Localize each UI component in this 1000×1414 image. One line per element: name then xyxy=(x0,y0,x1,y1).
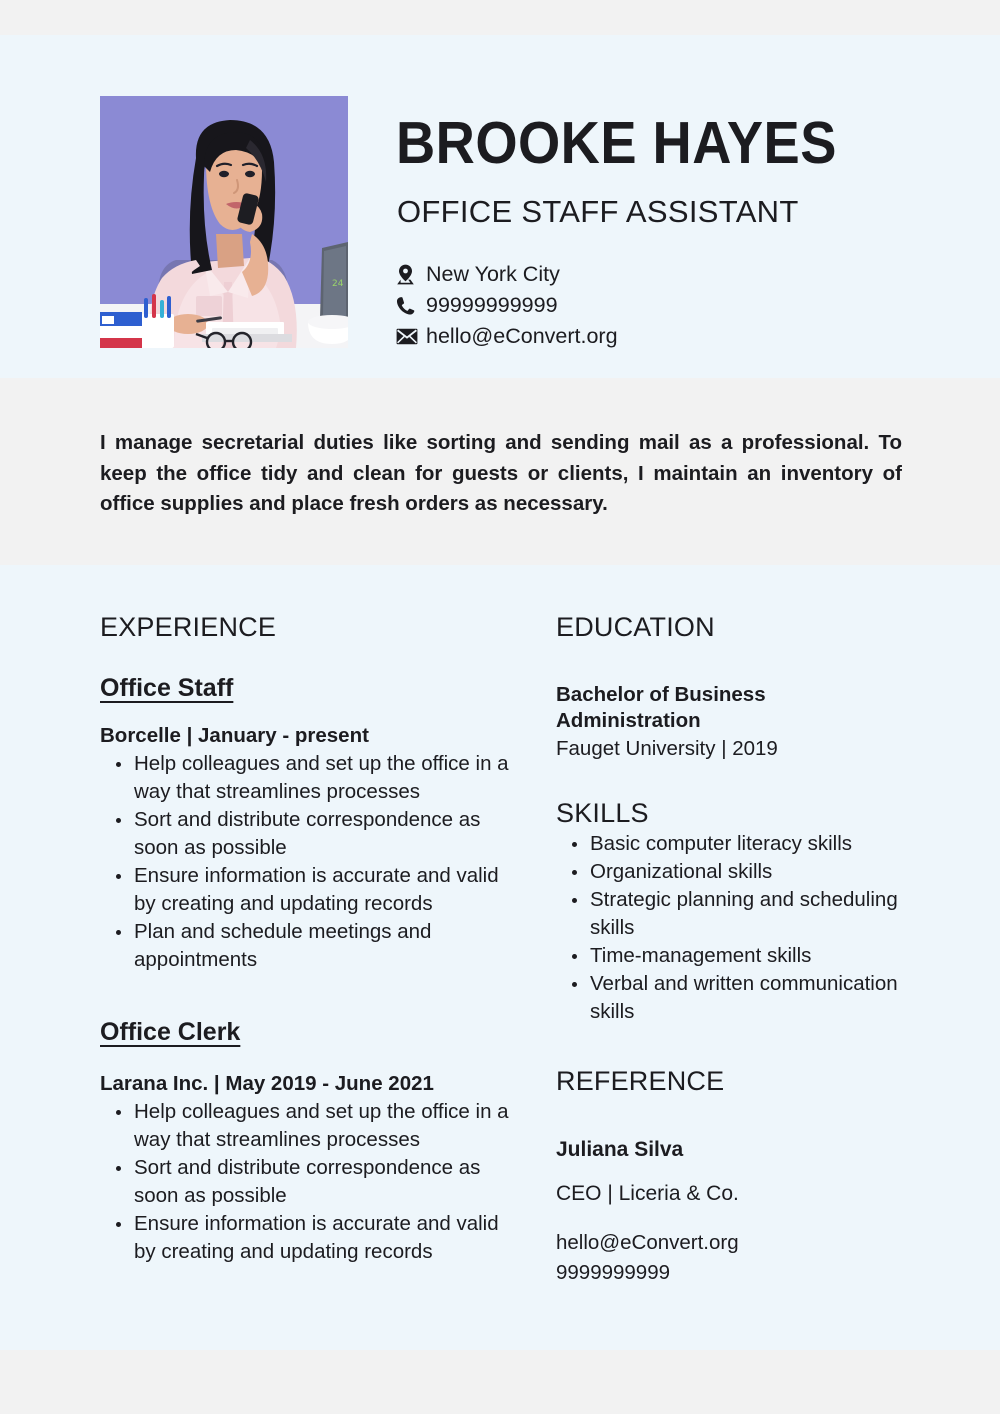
professional-summary: I manage secretarial duties like sorting and sending mail as a professional. To keep the office tidy and clean for guests or clients, I maintain an inventory of office supplies and place fresh orders as necessary. xyxy=(100,431,902,515)
reference-role: CEO | Liceria & Co. xyxy=(556,1182,739,1205)
footer-band xyxy=(0,1350,1000,1414)
job-meta: Borcelle | January - present xyxy=(100,724,369,747)
job-title: Office Clerk xyxy=(100,1018,241,1046)
reference-phone: 9999999999 xyxy=(556,1261,671,1284)
section-heading-skills: SKILLS xyxy=(556,798,649,828)
contact-location xyxy=(396,259,876,290)
svg-text:24: 24 xyxy=(332,279,344,289)
contact-location-text: New York City xyxy=(426,262,560,286)
job-bullet-list xyxy=(100,1098,510,1266)
list-item: Ensure information is accurate and valid by creating and updating records xyxy=(100,1210,510,1266)
section-heading-reference: REFERENCE xyxy=(556,1066,725,1096)
list-item: Plan and schedule meetings and appointments xyxy=(100,918,510,974)
list-item: Strategic planning and scheduling skills xyxy=(556,886,906,942)
contact-email-text: hello@eConvert.org xyxy=(426,324,618,348)
location-pin-icon xyxy=(396,264,426,285)
experience-job-1 xyxy=(100,672,510,974)
reference-email: hello@eConvert.org xyxy=(556,1231,739,1254)
list-item: Verbal and written communication skills xyxy=(556,970,906,1026)
job-role-subtitle: OFFICE STAFF ASSISTANT xyxy=(397,194,799,229)
envelope-icon xyxy=(396,328,426,345)
reference-name: Juliana Silva xyxy=(556,1138,684,1161)
section-heading-experience: EXPERIENCE xyxy=(100,612,277,642)
experience-job-2 xyxy=(100,1016,510,1266)
job-title: Office Staff xyxy=(100,674,234,702)
contact-list xyxy=(396,259,876,352)
job-meta: Larana Inc. | May 2019 - June 2021 xyxy=(100,1072,434,1095)
experience-column xyxy=(100,610,510,1266)
contact-phone-text: 99999999999 xyxy=(426,293,558,317)
list-item: Help colleagues and set up the office in a way that streamlines processes xyxy=(100,1098,510,1154)
profile-photo xyxy=(100,96,348,348)
list-item: Organizational skills xyxy=(556,858,906,886)
list-item: Time-management skills xyxy=(556,942,906,970)
section-heading-education: EDUCATION xyxy=(556,612,715,642)
list-item: Help colleagues and set up the office in a way that streamlines processes xyxy=(100,750,510,806)
list-item: Sort and distribute correspondence as soon as possible xyxy=(100,806,510,862)
phone-icon xyxy=(396,296,426,316)
education-entry xyxy=(556,682,906,764)
contact-phone xyxy=(396,290,876,321)
list-item: Ensure information is accurate and valid by creating and updating records xyxy=(100,862,510,918)
education-school: Fauget University | 2019 xyxy=(556,737,778,760)
page-title: BROOKE HAYES xyxy=(396,110,837,176)
skills-list xyxy=(556,830,906,1026)
education-degree: Bachelor of Business Administration xyxy=(556,683,766,732)
contact-email xyxy=(396,321,876,352)
list-item: Basic computer literacy skills xyxy=(556,830,906,858)
list-item: Sort and distribute correspondence as soon as possible xyxy=(100,1154,510,1210)
job-bullet-list xyxy=(100,750,510,974)
sidebar-column xyxy=(556,610,906,1288)
